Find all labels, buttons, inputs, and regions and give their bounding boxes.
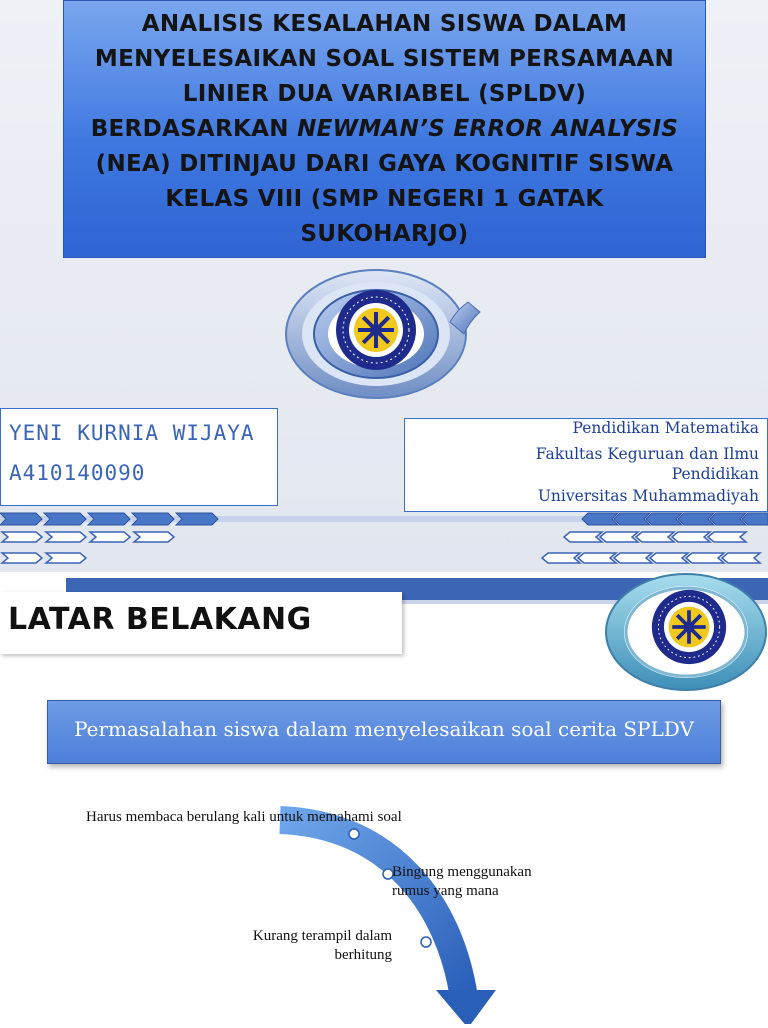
institution-line-3: Pendidikan [671, 465, 759, 483]
point-1: Harus membaca berulang kali untuk memahami soal [86, 809, 402, 825]
title-line-5: (NEA) DITINJAU DARI GAYA KOGNITIF SISWA [95, 151, 674, 177]
problem-text: Permasalahan siswa dalam menyelesaikan soal cerita SPLDV [74, 717, 694, 741]
author-name: YENI KURNIA WIJAYA [9, 421, 255, 445]
institution-line-4: Universitas Muhammadiyah [537, 487, 759, 505]
title-line-4-prefix: BERDASARKAN [90, 116, 298, 142]
title-line-4 [64, 112, 705, 147]
title-line-2: MENYELESAIKAN SOAL SISTEM PERSAMAAN [94, 46, 675, 72]
point-2-line-1: Bingung menggunakan [392, 864, 532, 880]
point-3 [210, 927, 392, 965]
title-line-3: LINIER DUA VARIABEL (SPLDV) [182, 81, 587, 107]
point-3-line-2: berhitung [334, 947, 392, 963]
logo-ring-graphic-2 [590, 572, 768, 704]
point-2 [392, 863, 532, 901]
title-box [63, 0, 706, 258]
logo-ring-graphic [280, 262, 490, 412]
university-logo [334, 288, 418, 372]
university-logo-2 [650, 588, 728, 666]
institution-line-2: Fakultas Keguruan dan Ilmu [535, 445, 759, 463]
author-box [0, 408, 278, 506]
chevron-strip-top [0, 512, 768, 526]
point-3-line-1: Kurang terampil dalam [252, 928, 392, 944]
chevron-strip-bottom [0, 551, 768, 565]
author-nim: A410140090 [9, 461, 146, 485]
heading-box [0, 592, 402, 654]
title-line-4-italic: NEWMAN’S ERROR ANALYSIS [297, 116, 679, 142]
slide-latar-belakang [0, 572, 768, 1024]
slide-title-text [64, 7, 705, 252]
institution-box [404, 418, 768, 512]
slide-heading: LATAR BELAKANG [8, 602, 312, 637]
arrow-head-icon [436, 990, 496, 1024]
institution-line-1: Pendidikan Matematika [572, 419, 759, 437]
point-2-line-2: rumus yang mana [392, 883, 499, 899]
title-line-1: ANALISIS KESALAHAN SISWA DALAM [141, 11, 628, 37]
chevron-strip-middle [0, 530, 768, 544]
title-line-7: SUKOHARJO) [300, 221, 469, 247]
problem-box [47, 700, 721, 764]
title-line-6: KELAS VIII (SMP NEGERI 1 GATAK [165, 186, 604, 212]
